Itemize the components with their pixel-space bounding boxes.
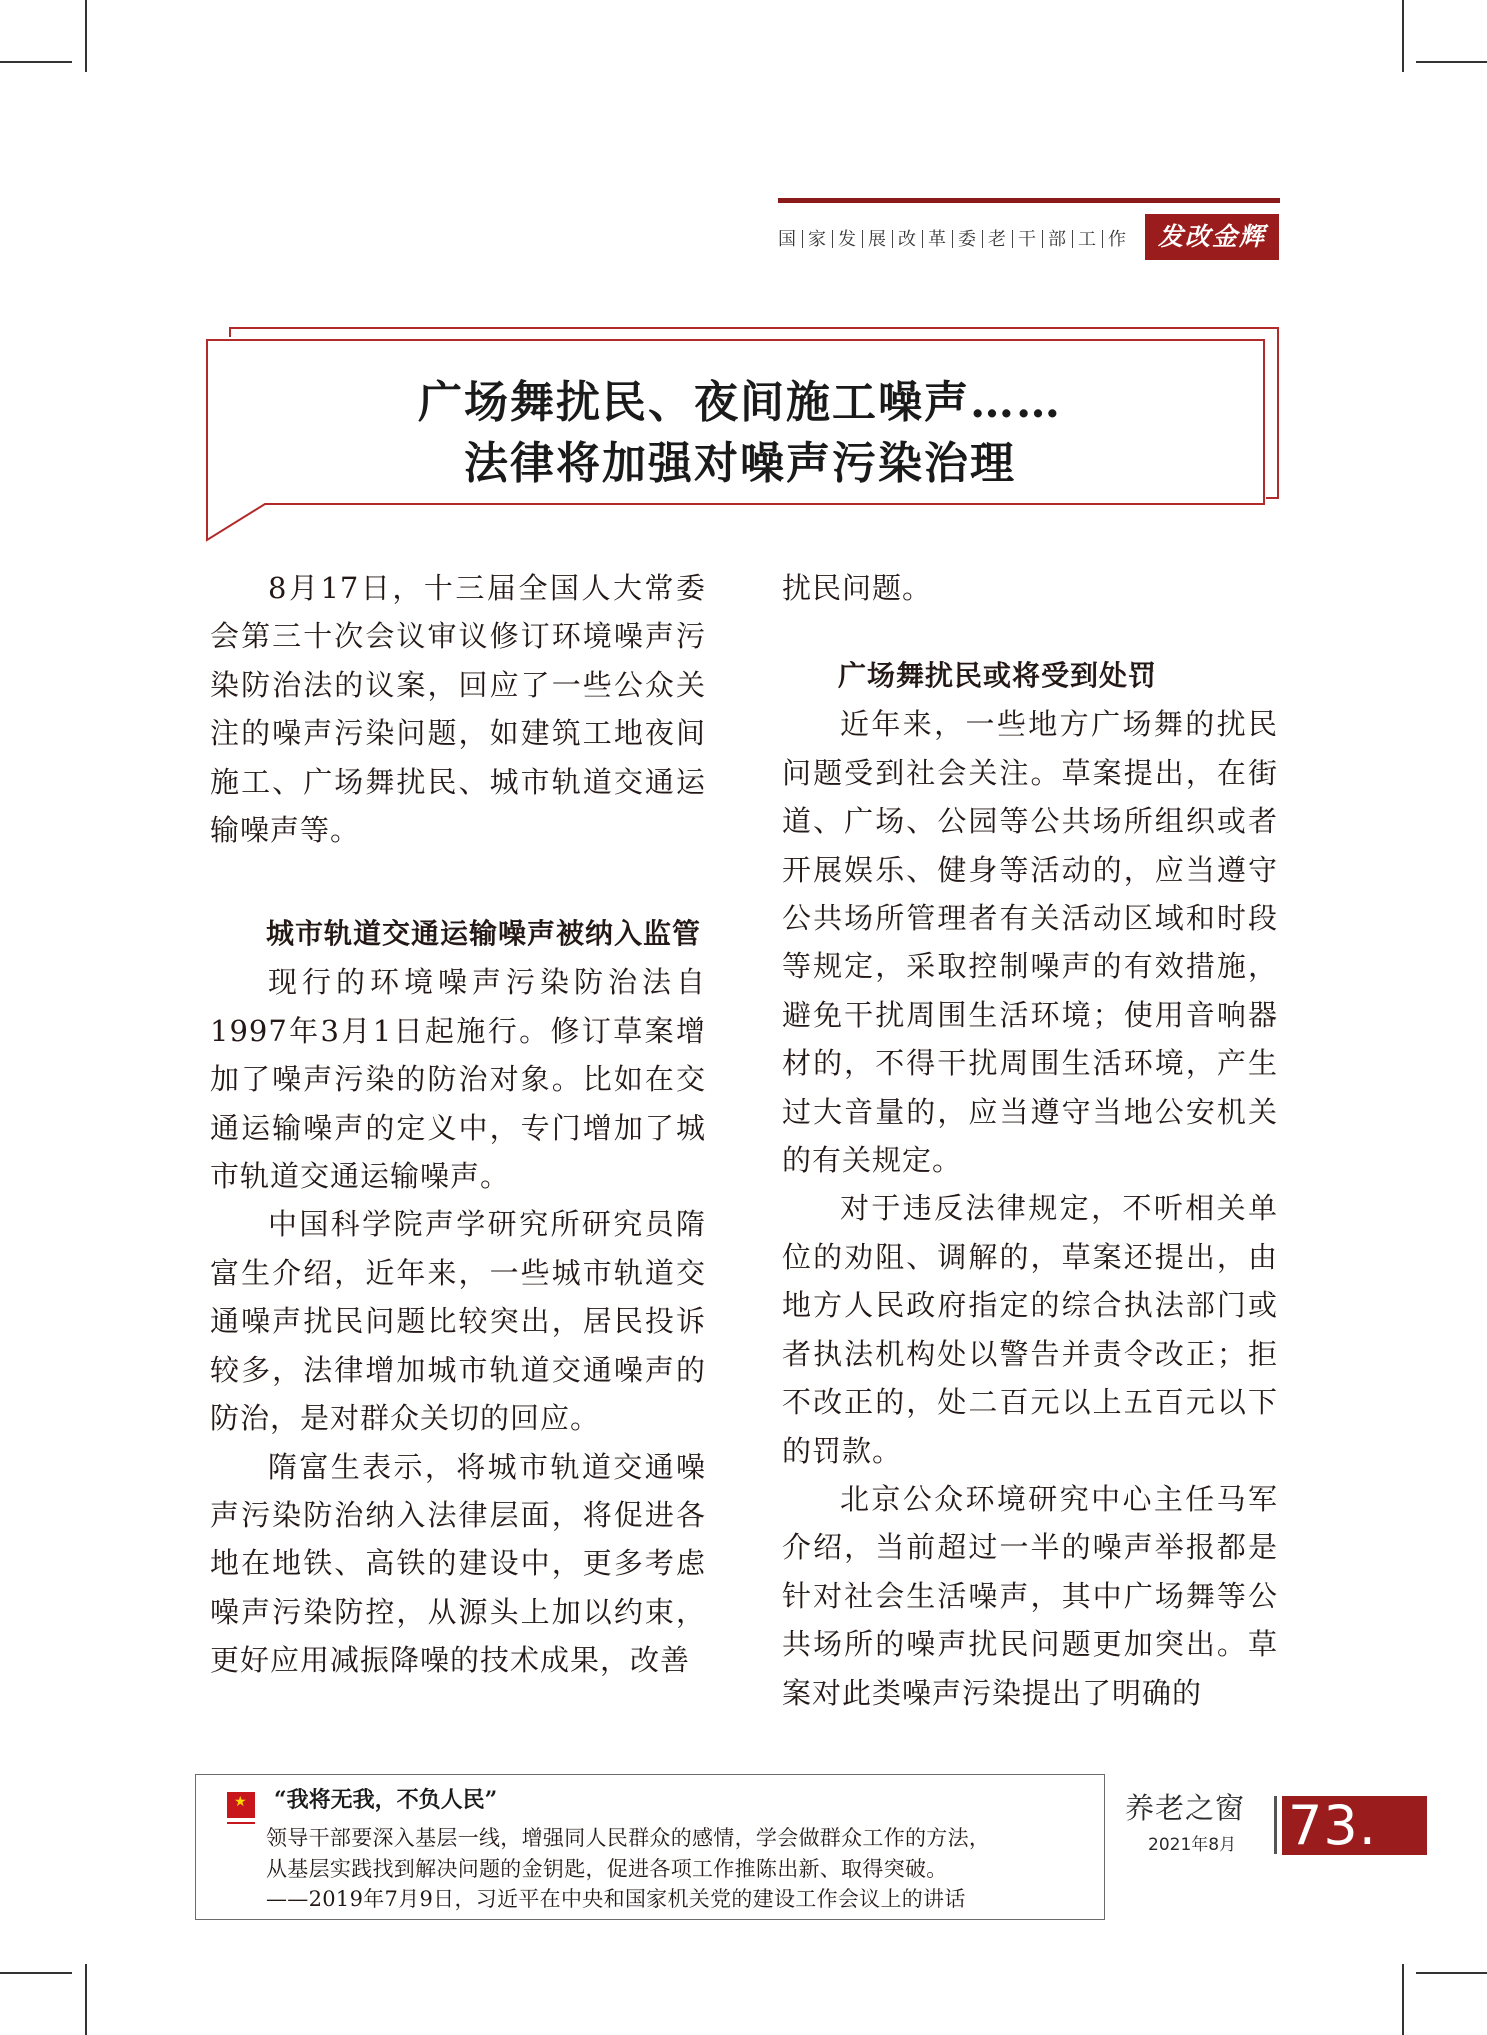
paragraph: 现行的环境噪声污染防治法自1997年3月1日起施行。修订草案增加了噪声污染的防治对象。比如在交通运输噪声的定义中，专门增加了城市轨道交通运输噪声。 — [210, 965, 706, 1194]
quote-source: ——2019年7月9日，习近平在中央和国家机关党的建设工作会议上的讲话 — [266, 1887, 966, 1911]
header-org-char: 国 — [778, 229, 797, 250]
crop-mark-bottom-left-h — [0, 1972, 72, 1974]
header-org-char: 发 — [838, 229, 857, 250]
header-org-char: 家 — [808, 229, 827, 250]
magazine-name: 养老之窗 — [1125, 1791, 1246, 1825]
header-org-char: 展 — [868, 229, 887, 250]
header-org-char: 部 — [1048, 229, 1067, 250]
paragraph: 中国科学院声学研究所研究员隋富生介绍，近年来，一些城市轨道交通噪声扰民问题比较突出，居民投诉较多，法律增加城市轨道交通噪声的防治，是对群众关切的回应。 — [210, 1207, 706, 1436]
header-org-char: 干 — [1018, 229, 1037, 250]
paragraph: 扰民问题。 — [782, 571, 933, 605]
header-org-char: 革 — [928, 229, 947, 250]
header-badge: 发改金辉 — [1145, 214, 1279, 260]
party-book-icon: ★ — [227, 1792, 255, 1824]
header-org-char: 工 — [1078, 229, 1097, 250]
page-number: 73. — [1282, 1796, 1427, 1855]
quote-title: “我将无我，不负人民” — [274, 1787, 498, 1813]
paragraph: 8月17日，十三届全国人大常委会第三十次会议审议修订环境噪声污染防治法的议案，回应了一些公众关注的噪声污染问题，如建筑工地夜间施工、广场舞扰民、城市轨道交通运输噪声等。 — [210, 571, 706, 848]
quote-line: 从基层实践找到解决问题的金钥匙，促进各项工作推陈出新、取得突破。 — [266, 1857, 948, 1881]
section-heading: 城市轨道交通运输噪声被纳入监管 — [266, 917, 702, 951]
quote-box — [195, 1774, 1105, 1920]
crop-mark-bottom-left-v — [85, 1964, 87, 2035]
paragraph: 对于违反法律规定，不听相关单位的劝阻、调解的，草案还提出，由地方人民政府指定的综合执法部门或者执法机构处以警告并责令改正；拒不改正的，处二百元以上五百元以下的罚款。 — [782, 1191, 1278, 1468]
paragraph: 北京公众环境研究中心主任马军介绍，当前超过一半的噪声举报都是针对社会生活噪声，其中广场舞等公共场所的噪声扰民问题更加突出。草案对此类噪声污染提出了明确的 — [782, 1481, 1278, 1710]
header-org-char: 委 — [958, 229, 977, 250]
header-org-char: 改 — [898, 229, 917, 250]
left-column — [210, 564, 706, 1685]
crop-mark-bottom-right-h — [1416, 1972, 1487, 1974]
paragraph: 隋富生表示，将城市轨道交通噪声污染防治纳入法律层面，将促进各地在地铁、高铁的建设中，更多考虑噪声污染防控，从源头上加以约束，更好应用减振降噪的技术成果，改善 — [210, 1449, 706, 1678]
section-heading: 广场舞扰民或将受到处罚 — [838, 659, 1158, 693]
header-org-char: 老 — [988, 229, 1007, 250]
header-org-char: 作 — [1108, 229, 1127, 250]
right-column — [782, 564, 1278, 1717]
issue-date: 2021年8月 — [1148, 1835, 1237, 1855]
paragraph: 近年来，一些地方广场舞的扰民问题受到社会关注。草案提出，在街道、广场、公园等公共场所组织或者开展娱乐、健身等活动的，应当遵守公共场所管理者有关活动区域和时段等规定，采取控制噪声的有效措施，避免干扰周围生活环境；使用音响器材的，不得干扰周围生活环境，产生过大音量的，应当遵守当地公安机关的有关规定。 — [782, 707, 1278, 1178]
title-line-1: 广场舞扰民、夜间施工噪声…… — [418, 377, 1062, 428]
quote-line: 领导干部要深入基层一线，增强同人民群众的感情，学会做群众工作的方法， — [266, 1826, 991, 1850]
title-line-2: 法律将加强对噪声污染治理 — [464, 438, 1016, 489]
crop-mark-bottom-right-v — [1402, 1964, 1404, 2035]
footer-divider — [1274, 1796, 1277, 1854]
